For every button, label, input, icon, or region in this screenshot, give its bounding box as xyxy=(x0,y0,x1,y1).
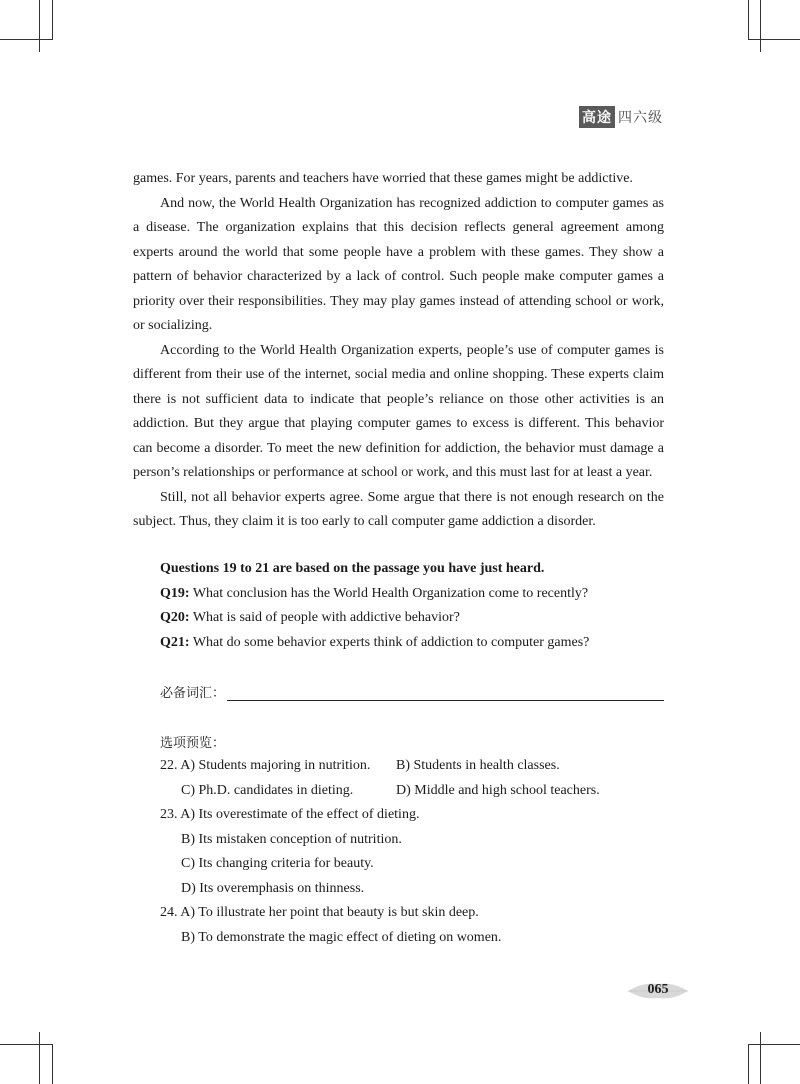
crop-mark-tl-h xyxy=(0,39,52,40)
options-preview xyxy=(160,754,664,950)
crop-mark-tr-v2 xyxy=(748,0,749,40)
option-22d: D) Middle and high school teachers. xyxy=(396,782,600,798)
crop-mark-br-v2 xyxy=(748,1044,749,1084)
option-row xyxy=(160,754,664,779)
question-item xyxy=(160,631,664,656)
vocab-label: 必备词汇： xyxy=(160,686,226,701)
brand-logo-highlight: 高途 xyxy=(579,106,615,128)
vocab-blank[interactable] xyxy=(227,683,664,701)
questions-heading: Questions 19 to 21 are based on the passage you have just heard. xyxy=(160,561,545,576)
option-23c: C) Its changing criteria for beauty. xyxy=(181,856,374,871)
option-24a: 24. A) To illustrate her point that beauty is but skin deep. xyxy=(160,905,479,920)
option-row xyxy=(160,779,664,804)
questions-section xyxy=(160,557,664,655)
crop-mark-bl-v2 xyxy=(52,1044,53,1084)
passage-paragraph: Still, not all behavior experts agree. Some argue that there is not enough research on the subject. Thus, they claim it is too early to call computer game addiction a disorder. xyxy=(133,489,664,529)
question-text: What conclusion has the World Health Organization come to recently? xyxy=(192,585,589,601)
option-22b: B) Students in health classes. xyxy=(396,758,560,773)
vocab-fill-line xyxy=(160,682,664,701)
option-22c: C) Ph.D. candidates in dieting. xyxy=(181,782,354,798)
option-24b: B) To demonstrate the magic effect of dieting on women. xyxy=(181,929,502,945)
question-item xyxy=(160,582,664,607)
question-item xyxy=(160,606,664,631)
option-22a: 22. A) Students majoring in nutrition. xyxy=(160,758,371,773)
passage-paragraph: And now, the World Health Organization has recognized addiction to computer games as a disease. The organization explains that this decision reflects general agreement among experts around the world that some people have a problem with these games. They show a pattern of behavior characterized by a lack of control. Such people make computer games a priority over their responsibilities. They may play games instead of attending school or work, or socializing. xyxy=(133,195,664,333)
question-label: Q20: xyxy=(160,610,190,625)
crop-mark-br-v xyxy=(760,1032,761,1084)
page-number: 065 xyxy=(647,982,669,997)
preview-title: 选项预览： xyxy=(160,736,226,751)
option-23d: D) Its overemphasis on thinness. xyxy=(181,880,365,896)
crop-mark-bl-h xyxy=(0,1044,52,1045)
crop-mark-br-h xyxy=(748,1044,800,1045)
option-23a: 23. A) Its overestimate of the effect of dieting. xyxy=(160,807,420,822)
question-text: What do some behavior experts think of addiction to computer games? xyxy=(192,634,590,650)
brand-logo-text: 四六级 xyxy=(618,110,663,126)
question-text: What is said of people with addictive behavior? xyxy=(192,610,460,625)
passage xyxy=(133,167,664,535)
crop-mark-tr-h xyxy=(748,39,800,40)
page-number-badge xyxy=(628,981,688,1001)
header-brand xyxy=(579,106,663,128)
crop-mark-tr-v xyxy=(760,0,761,52)
option-23b: B) Its mistaken conception of nutrition. xyxy=(181,831,402,847)
passage-paragraph: games. For years, parents and teachers have worried that these games might be addictive. xyxy=(133,171,633,186)
question-label: Q19: xyxy=(160,585,190,601)
question-label: Q21: xyxy=(160,634,190,650)
passage-paragraph: According to the World Health Organization experts, people’s use of computer games is different from their use of the internet, social media and online shopping. These experts claim there is not sufficient data to indicate that people’s reliance on those other activities is an addiction. But they argue that playing computer games to excess is different. This behavior can become a disorder. To meet the new definition for addiction, the behavior must damage a person’s relationships or performance at school or work, and this must last for at least a year. xyxy=(133,342,664,480)
crop-mark-bl-v xyxy=(39,1032,40,1084)
crop-mark-tl-v xyxy=(39,0,40,52)
crop-mark-tl-v2 xyxy=(52,0,53,40)
